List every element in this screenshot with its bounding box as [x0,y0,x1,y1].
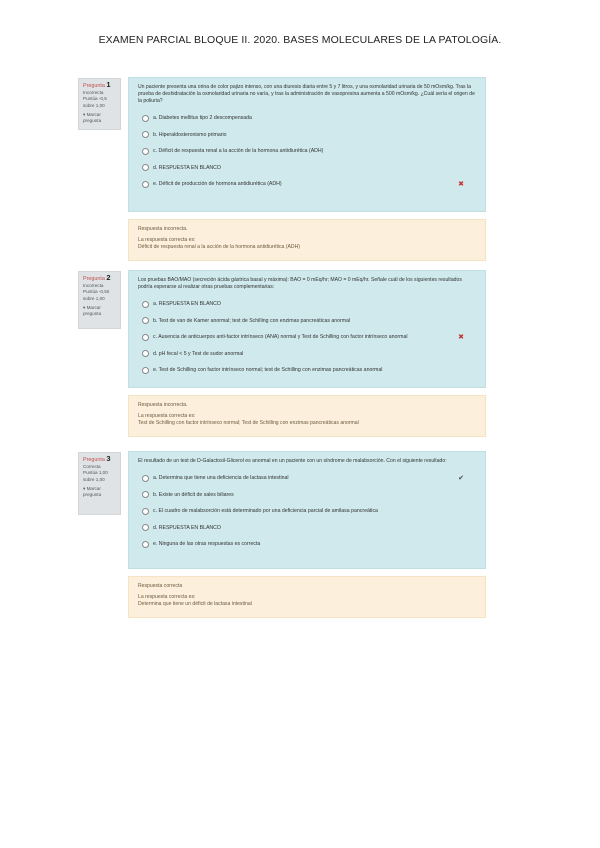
question-info-2 [78,271,121,329]
question-number: Pregunta 1 [83,80,111,89]
radio-button[interactable] [142,367,149,374]
radio-button[interactable] [142,301,149,308]
question-formulation-1 [128,77,486,212]
question-info-1 [78,78,121,130]
question-info-3 [78,452,121,515]
answer-option-a[interactable]: a. Diabetes mellitus tipo 2 descompensada [138,110,476,127]
answer-options [138,110,476,193]
radio-button[interactable] [142,181,149,188]
correct-answer-label: La respuesta correcta es: [138,594,196,600]
radio-button[interactable] [142,115,149,122]
question-text: Un paciente presenta una orina de color pajizo intenso, con una diuresis diaria entre 5 y 7 litros, y una osmolaridad urinaria de 50 mOsm/kg. Tras la prueba de deshidratación la osmolaridad urinaria no varía, y tras la administración de vasopresina aumenta a 500 mOsm/kg. ¿Cuál sería el origen de la poliuria? [138,84,475,104]
question-score: Puntúa -0,5 sobre 1,00 [83,96,107,108]
radio-button[interactable] [142,334,149,341]
answer-option-d[interactable]: d. RESPUESTA EN BLANCO [138,160,476,177]
radio-button[interactable] [142,317,149,324]
answer-option-d[interactable]: d. RESPUESTA EN BLANCO [138,520,476,537]
question-formulation-3 [128,451,486,569]
feedback-outcome: Respuesta correcta [138,583,183,589]
answer-option-b[interactable]: b. Test de van de Kamer anormal; test de Schilling con enzimas pancreáticas anormal [138,313,476,330]
feedback-box-1 [128,219,486,261]
radio-button[interactable] [142,524,149,531]
feedback-box-3 [128,576,486,618]
answer-options [138,470,476,553]
answer-option-a[interactable]: a. RESPUESTA EN BLANCO [138,296,476,313]
question-number: Pregunta 3 [83,454,111,463]
answer-option-c[interactable]: c. El cuadro de malabsorción está determinado por una deficiencia parcial de amilasa pancreática [138,503,476,520]
question-score: Puntúa 1,00 sobre 1,00 [83,470,108,482]
flag-question-link[interactable]: ▾ Marcar pregunta [83,485,102,498]
flag-question-link[interactable]: ▾ Marcar pregunta [83,111,102,124]
page-title: EXAMEN PARCIAL BLOQUE II. 2020. BASES MOLECULARES DE LA PATOLOGÍA. [98,34,502,46]
incorrect-mark-icon: ✖ [458,333,464,341]
flag-icon: ▾ [83,304,86,310]
radio-button[interactable] [142,491,149,498]
question-state: Incorrecta [83,283,104,289]
correct-answer-text: Test de Schilling con factor intrínseco normal; Test de Schilling con enzimas pancreáticas anormal [138,420,359,426]
question-score: Puntúa -0,50 sobre 1,00 [83,289,110,301]
feedback-box-2 [128,395,486,437]
flag-icon: ▾ [83,485,86,491]
flag-question-link[interactable]: ▾ Marcar pregunta [83,304,102,317]
radio-button[interactable] [142,131,149,138]
answer-option-c[interactable]: c. Ausencia de anticuerpos anti-factor intrínseco (ANA) normal y Test de Schilling con factor intrínseco anormal ✖ [138,329,476,346]
question-text: El resultado de un test de D-Galactosil-Glicerol es anormal en un paciente con un síndrome de malabsorción. Con el siguiente resultado: [138,458,447,464]
radio-button[interactable] [142,541,149,548]
answer-option-d[interactable]: d. pH fecal < 5 y Test de sudor anormal [138,346,476,363]
answer-option-b[interactable]: b. Hiperaldosteronismo primario [138,127,476,144]
answer-option-a[interactable]: a. Determina que tiene una deficiencia de lactasa intestinal ✔ [138,470,476,487]
correct-answer-label: La respuesta correcta es: [138,237,196,243]
answer-option-e[interactable]: e. Déficit de producción de hormona antidiurética (ADH) ✖ [138,176,476,193]
answer-option-c[interactable]: c. Déficit de respuesta renal a la acción de la hormona antidiurética (ADH) [138,143,476,160]
question-formulation-2 [128,270,486,388]
incorrect-mark-icon: ✖ [458,180,464,188]
question-text: Los pruebas BAO/MAO (secreción ácida gástrica basal y máxima): BAO = 0 mEq/hr; MAO = 0 mEq/hr. Señale cuál de los siguientes resultados podría esperarse al realizar otras pruebas complementarias: [138,277,462,290]
radio-button[interactable] [142,148,149,155]
radio-button[interactable] [142,164,149,171]
correct-answer-label: La respuesta correcta es: [138,413,196,419]
answer-option-e[interactable]: e. Test de Schilling con factor intrínseco normal; test de Schilling con enzimas pancreáticas anormal [138,362,476,379]
correct-answer-text: Determina que tiene un déficit de lactasa intestinal [138,601,252,607]
question-state: Incorrecta [83,90,104,96]
answer-option-b[interactable]: b. Existe un déficit de sales biliares [138,487,476,504]
feedback-outcome: Respuesta incorrecta. [138,226,188,232]
feedback-outcome: Respuesta incorrecta. [138,402,188,408]
question-number: Pregunta 2 [83,273,111,282]
correct-answer-text: Déficit de respuesta renal a la acción de la hormona antidiurética (ADH) [138,244,300,250]
correct-mark-icon: ✔ [458,474,464,482]
answer-option-e[interactable]: e. Ninguna de las otras respuestas es correcta [138,536,476,553]
radio-button[interactable] [142,475,149,482]
flag-icon: ▾ [83,111,86,117]
radio-button[interactable] [142,508,149,515]
question-state: Correcta [83,464,101,470]
answer-options [138,296,476,379]
radio-button[interactable] [142,350,149,357]
